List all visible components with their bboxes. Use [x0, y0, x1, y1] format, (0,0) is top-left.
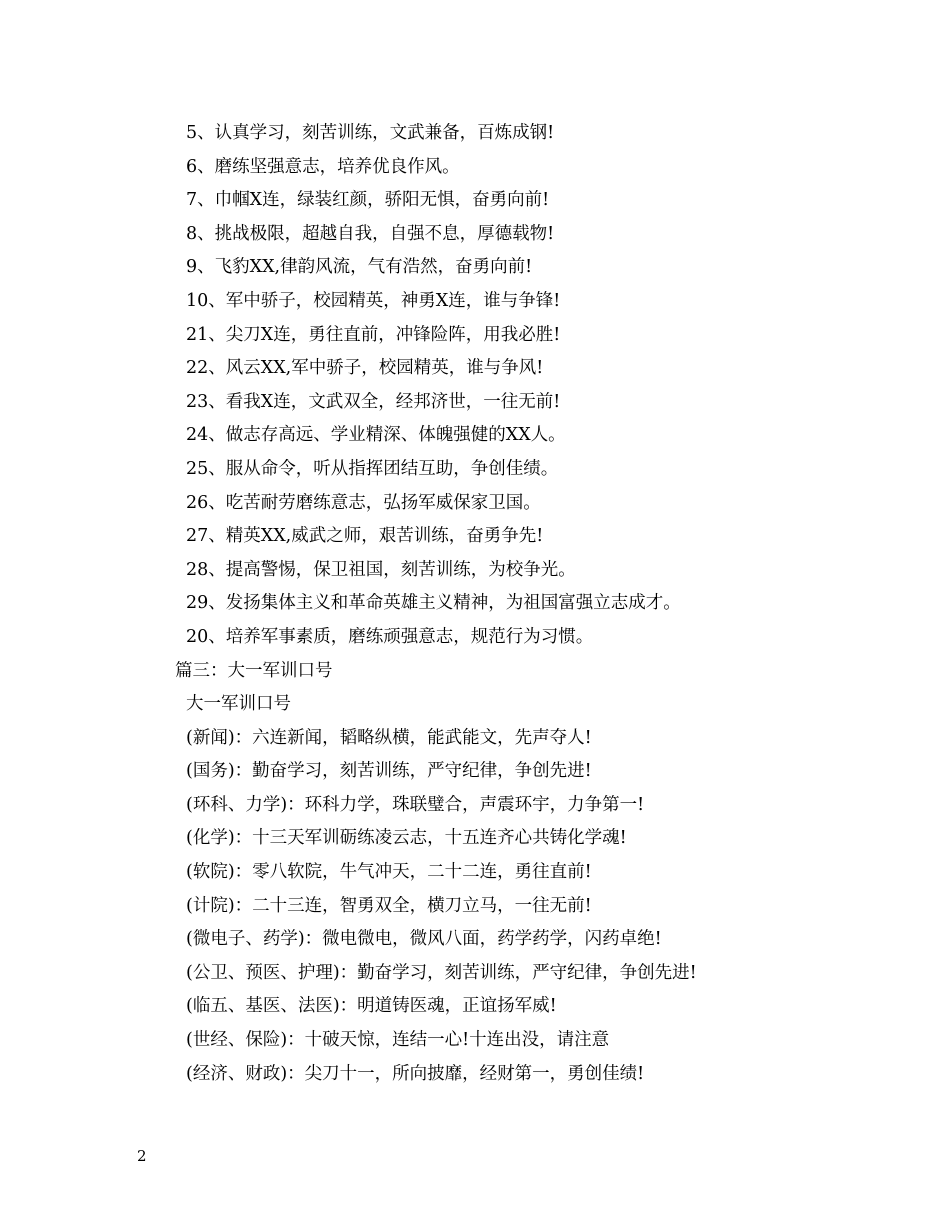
- department-slogan-line: (计院)：二十三连，智勇双全，横刀立马，一往无前!: [186, 895, 592, 916]
- slogan-line: 6、磨练坚强意志，培养优良作风。: [186, 156, 460, 177]
- slogan-line: 21、尖刀X连，勇往直前，冲锋险阵，用我必胜!: [186, 324, 561, 345]
- slogan-line: 22、风云XX,军中骄子，校园精英，谁与争风!: [186, 358, 544, 379]
- page-number: 2: [137, 1147, 147, 1165]
- department-slogan-line: (经济、财政)：尖刀十一，所向披靡，经财第一，勇创佳绩!: [186, 1063, 645, 1084]
- slogan-line: 20、培养军事素质，磨练顽强意志，规范行为习惯。: [186, 626, 594, 647]
- slogan-line: 25、服从命令，听从指挥团结互助，争创佳绩。: [186, 458, 559, 479]
- slogan-line: 23、看我X连，文武双全，经邦济世，一往无前!: [186, 391, 561, 412]
- slogan-line: 8、挑战极限，超越自我，自强不息，厚德载物!: [186, 223, 555, 244]
- slogan-line: 7、巾帼X连，绿装红颜，骄阳无惧，奋勇向前!: [186, 190, 550, 211]
- department-slogan-line: (微电子、药学)：微电微电，微风八面，药学药学，闪药卓绝!: [186, 929, 662, 950]
- department-slogan-line: (公卫、预医、护理)：勤奋学习，刻苦训练，严守纪律，争创先进!: [186, 962, 697, 983]
- slogan-line: 26、吃苦耐劳磨练意志，弘扬军威保家卫国。: [186, 492, 541, 513]
- slogan-line: 28、提高警惕，保卫祖国，刻苦训练，为校争光。: [186, 559, 576, 580]
- department-slogan-line: (软院)：零八软院，牛气冲天，二十二连，勇往直前!: [186, 862, 592, 883]
- slogan-line: 24、做志存高远、学业精深、体魄强健的XX人。: [186, 425, 566, 446]
- document-body: [0, 117, 950, 1091]
- slogan-line: 10、军中骄子，校园精英，神勇X连，谁与争锋!: [186, 290, 561, 311]
- department-slogan-line: (环科、力学)：环科力学，珠联璧合，声震环宇，力争第一!: [186, 794, 645, 815]
- slogan-line: 9、飞豹XX,律韵风流，气有浩然，奋勇向前!: [186, 257, 533, 278]
- slogan-line: 27、精英XX,威武之师，艰苦训练，奋勇争先!: [186, 526, 544, 547]
- department-slogan-line: (国务)：勤奋学习，刻苦训练，严守纪律，争创先进!: [186, 761, 592, 782]
- section-subheading: 大一军训口号: [186, 694, 291, 715]
- department-slogan-line: (临五、基医、法医)：明道铸医魂，正谊扬军威!: [186, 996, 557, 1017]
- department-slogan-line: (世经、保险)：十破天惊，连结一心!十连出没，请注意: [186, 1030, 610, 1051]
- department-slogan-line: (新闻)：六连新闻，韬略纵横，能武能文，先声夺人!: [186, 727, 592, 748]
- section-heading: 篇三：大一军训口号: [175, 660, 333, 681]
- slogan-line: 29、发扬集体主义和革命英雄主义精神，为祖国富强立志成才。: [186, 593, 681, 614]
- slogan-line: 5、认真学习，刻苦训练，文武兼备，百炼成钢!: [186, 123, 555, 143]
- department-slogan-line: (化学)：十三天军训砺练凌云志，十五连齐心共铸化学魂!: [186, 828, 627, 849]
